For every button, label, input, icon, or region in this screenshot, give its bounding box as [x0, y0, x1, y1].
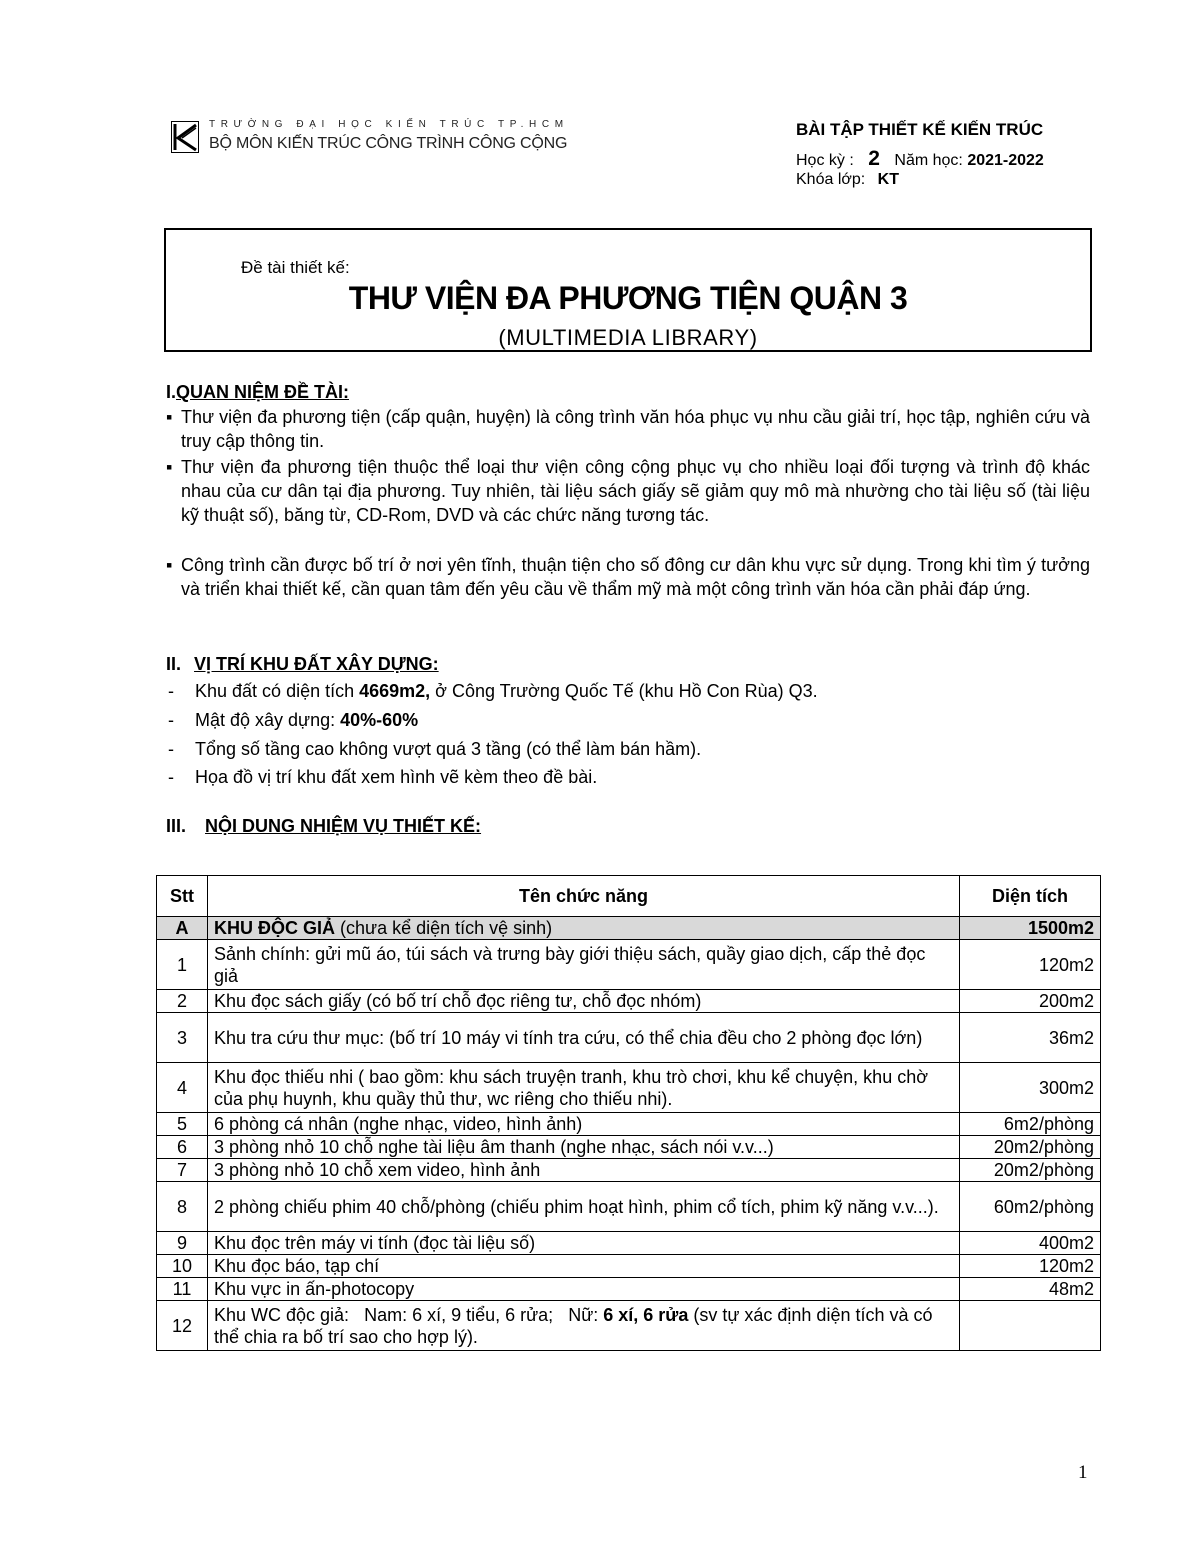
course-title: BÀI TẬP THIẾT KẾ KIẾN TRÚC: [796, 120, 1044, 139]
bullet-icon: ▪: [166, 457, 173, 477]
bullet-icon: ▪: [166, 407, 173, 427]
table-row: 6 3 phòng nhỏ 10 chỗ nghe tài liệu âm thanh (nghe nhạc, sách nói v.v...) 20m2/phòng: [157, 1136, 1101, 1159]
bullet-text: Công trình cần được bố trí ở nơi yên tĩnh, thuận tiện cho số đông cư dân khu vực sử dụng. Trong khi tìm ý tưởng và triển khai thiết kế, cần quan tâm đến yêu cầu về thẩm mỹ mà một công trình văn hóa cần phải đáp ứng.: [181, 555, 1090, 599]
bullet-item: [166, 553, 1090, 601]
project-subtitle: (MULTIMEDIA LIBRARY): [498, 325, 758, 350]
topic-label: Đề tài thiết kế:: [241, 258, 350, 277]
class-row: [796, 171, 899, 189]
section-2-number: II.: [166, 654, 182, 674]
section-2-heading: [166, 654, 439, 675]
bullet-text: Thư viện đa phương tiện (cấp quận, huyện) là công trình văn hóa phục vụ nhu cầu giải trí, học tập, nghiên cứu và truy cập thông tin.: [181, 407, 1090, 451]
site-item: - Khu đất có diện tích 4669m2, ở Công Trường Quốc Tế (khu Hồ Con Rùa) Q3.: [168, 681, 818, 701]
table-row: 11 Khu vực in ấn-photocopy 48m2: [157, 1278, 1101, 1301]
site-area: 4669m2,: [359, 681, 431, 701]
bullet-item: [166, 455, 1090, 527]
title-box: [164, 228, 1092, 352]
table-row: 12 Khu WC độc giả: Nam: 6 xí, 9 tiểu, 6 rửa; Nữ: 6 xí, 6 rửa (sv tự xác định diện tích và có thể chia ra bố trí sao cho hợp lý).: [157, 1301, 1101, 1351]
department-name: BỘ MÔN KIẾN TRÚC CÔNG TRÌNH CÔNG CỘNG: [209, 135, 568, 152]
bullet-item: [166, 405, 1090, 453]
dash-icon: -: [168, 739, 174, 759]
class-label: Khóa lớp:: [796, 171, 866, 188]
bullet-icon: ▪: [166, 555, 173, 575]
dash-icon: -: [168, 767, 174, 787]
building-density: 40%-60%: [340, 710, 419, 730]
table-row: 1 Sảnh chính: gửi mũ áo, túi sách và trưng bày giới thiệu sách, quầy giao dịch, cấp thẻ đọc giả 120m2: [157, 940, 1101, 990]
semester-label: Học kỳ :: [796, 152, 854, 169]
table-row: 3 Khu tra cứu thư mục: (bố trí 10 máy vi tính tra cứu, có thể chia đều cho 2 phòng đọc lớn) 36m2: [157, 1013, 1101, 1063]
site-item: - Mật độ xây dựng: 40%-60%: [168, 710, 419, 730]
section-3-heading: [166, 816, 481, 837]
table-row: 5 6 phòng cá nhân (nghe nhạc, video, hình ảnh) 6m2/phòng: [157, 1113, 1101, 1136]
program-table: [156, 875, 1101, 1351]
university-name: TRƯỜNG ĐẠI HỌC KIẾN TRÚC TP.HCM: [209, 119, 569, 130]
section-1-number: I.: [166, 382, 177, 402]
section-3-title: NỘI DUNG NHIỆM VỤ THIẾT KẾ:: [205, 816, 482, 836]
year-value: 2021-2022: [967, 152, 1044, 169]
university-logo-mark: [171, 121, 199, 153]
semester-value: 2: [868, 147, 880, 170]
section-2-title: VỊ TRÍ KHU ĐẤT XÂY DỰNG:: [194, 654, 439, 674]
table-row: 9 Khu đọc trên máy vi tính (đọc tài liệu số) 400m2: [157, 1232, 1101, 1255]
header-stt: Stt: [157, 876, 208, 917]
page-number: 1: [1078, 1462, 1088, 1483]
dash-icon: -: [168, 710, 174, 730]
section-1-title: QUAN NIỆM ĐỀ TÀI:: [176, 382, 350, 402]
project-title: THƯ VIỆN ĐA PHƯƠNG TIỆN QUẬN 3: [348, 280, 908, 316]
table-header-row: [157, 876, 1101, 917]
year-label: Năm học:: [894, 152, 963, 169]
site-item: - Tổng số tầng cao không vượt quá 3 tầng (có thể làm bán hầm).: [168, 739, 702, 759]
header-area: Diện tích: [960, 876, 1101, 917]
header-function: Tên chức năng: [208, 876, 960, 917]
table-row: 2 Khu đọc sách giấy (có bố trí chỗ đọc riêng tư, chỗ đọc nhóm) 200m2: [157, 990, 1101, 1013]
course-info: [796, 120, 1044, 188]
dash-icon: -: [168, 681, 174, 701]
class-value: KT: [877, 171, 899, 188]
table-row: 10 Khu đọc báo, tạp chí 120m2: [157, 1255, 1101, 1278]
table-row: 8 2 phòng chiếu phim 40 chỗ/phòng (chiếu phim hoạt hình, phim cổ tích, phim kỹ năng v.v...). 60m2/phòng: [157, 1182, 1101, 1232]
table-row: 7 3 phòng nhỏ 10 chỗ xem video, hình ảnh 20m2/phòng: [157, 1159, 1101, 1182]
bullet-text: Thư viện đa phương tiện thuộc thể loại thư viện công cộng phục vụ cho nhiều loại đối tượng và trình độ khác nhau của cư dân tại địa phương. Tuy nhiên, tài liệu sách giấy sẽ giảm quy mô mà nhường cho tài liệu số (tài liệu kỹ thuật số), băng từ, CD-Rom, DVD và các chức năng tương tác.: [181, 457, 1090, 525]
table-row: 4 Khu đọc thiếu nhi ( bao gồm: khu sách truyện tranh, khu trò chơi, khu kể chuyện, khu chờ của phụ huynh, khu quầy thủ thư, wc riêng cho thiếu nhi). 300m2: [157, 1063, 1101, 1113]
site-item: - Họa đồ vị trí khu đất xem hình vẽ kèm theo đề bài.: [168, 767, 598, 787]
semester-row: [796, 147, 1044, 171]
section-1-heading: [166, 382, 349, 403]
section-3-number: III.: [166, 816, 187, 836]
table-group-row: A KHU ĐỘC GIẢ (chưa kể diện tích vệ sinh) 1500m2: [157, 917, 1101, 940]
